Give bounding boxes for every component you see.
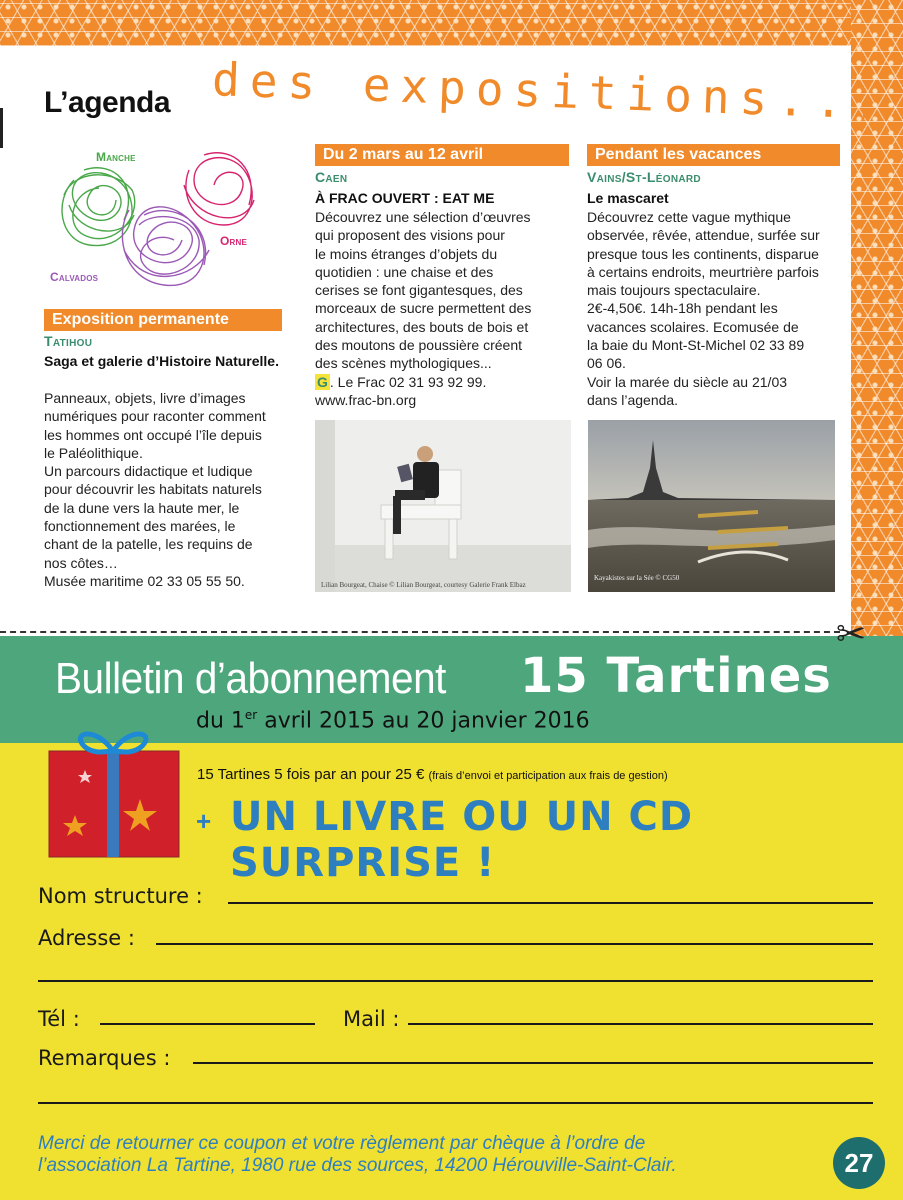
contact-text: . Le Frac 02 31 93 92 99. bbox=[329, 373, 487, 390]
event-title-mascaret: Le mascaret bbox=[587, 190, 669, 206]
event-title-frac: À FRAC OUVERT : EAT ME bbox=[315, 190, 495, 206]
dates-prefix: du 1 bbox=[196, 708, 245, 734]
body-line: le moins étranges d’objets du bbox=[315, 245, 498, 262]
adresse-field-line-2[interactable] bbox=[38, 980, 873, 982]
body-line: nos côtes… bbox=[44, 554, 118, 571]
body-line: Un parcours didactique et ludique bbox=[44, 463, 253, 480]
place-vains: Vains/St-Léonard bbox=[587, 169, 701, 185]
return-instructions bbox=[38, 1133, 677, 1177]
body-line: architectures, des bouts de bois et bbox=[315, 318, 529, 335]
mail-label: Mail : bbox=[343, 1007, 400, 1031]
remarques-label: Remarques : bbox=[38, 1046, 171, 1070]
footer-line-1: Merci de retourner ce coupon et votre règlement par chèque à l’ordre de bbox=[38, 1133, 646, 1154]
agenda-title: L’agenda bbox=[44, 86, 171, 119]
body-frac bbox=[315, 208, 575, 409]
scissors-icon: ✂ bbox=[836, 613, 867, 654]
tel-label: Tél : bbox=[38, 1007, 80, 1031]
photo-caption-mascaret: Kayakistes sur la Sée © CG50 bbox=[594, 574, 680, 582]
price-main: 15 Tartines 5 fois par an pour 25 € bbox=[197, 766, 425, 783]
nom-structure-field[interactable] bbox=[228, 902, 873, 904]
place-tatihou: Tatihou bbox=[44, 333, 93, 349]
margin-mark bbox=[0, 108, 3, 148]
body-line: qui proposent des visions pour bbox=[315, 227, 505, 244]
body-line: pour découvrir les habitats naturels bbox=[44, 481, 262, 498]
top-pattern-border bbox=[0, 0, 903, 46]
body-line: Voir la marée du siècle au 21/03 bbox=[587, 373, 788, 390]
body-line: à certains endroits, meurtrière parfois bbox=[587, 263, 819, 280]
body-line: de la dune vers la haute mer, le bbox=[44, 499, 240, 516]
body-line: presque tous les continents, disparue bbox=[587, 245, 819, 262]
photo-caption-frac: Lilian Bourgeat, Chaise © Lilian Bourgeat, courtesy Galerie Frank Elbaz bbox=[321, 581, 526, 589]
body-line: Découvrez une sélection d’œuvres bbox=[315, 209, 531, 225]
body-tatihou bbox=[44, 389, 304, 590]
body-line: vacances scolaires. Ecomusée de bbox=[587, 318, 799, 335]
body-line: la baie du Mont-St-Michel 02 33 89 bbox=[587, 337, 805, 354]
plus-sign: + bbox=[196, 806, 212, 836]
body-line: les hommes ont occupé l’île depuis bbox=[44, 426, 262, 443]
region-map bbox=[44, 140, 284, 300]
mont-saint-michel-photo-icon bbox=[588, 420, 835, 592]
brand-name: 15 Tartines bbox=[520, 648, 832, 704]
photo-chaise bbox=[315, 420, 571, 592]
tag-dates-frac: Du 2 mars au 12 avril bbox=[315, 144, 569, 166]
body-line: numériques pour raconter comment bbox=[44, 408, 266, 425]
body-line: fonctionnement des marées, le bbox=[44, 518, 236, 535]
bulletin-title: Bulletin d’abonnement bbox=[55, 654, 446, 703]
map-label-orne: Orne bbox=[220, 234, 248, 248]
agenda-script-title: des expositions... bbox=[211, 52, 892, 130]
body-line: dans l’agenda. bbox=[587, 391, 679, 408]
website-link[interactable]: www.frac-bn.org bbox=[315, 391, 417, 408]
body-line: chant de la patelle, les requins de bbox=[44, 536, 253, 553]
body-line: des scènes mythologiques... bbox=[315, 355, 492, 372]
body-line: mais toujours spectaculaire. bbox=[587, 282, 761, 299]
mail-field[interactable] bbox=[408, 1023, 873, 1025]
photo-mascaret bbox=[588, 420, 835, 592]
price-note: (frais d’envoi et participation aux frais de gestion) bbox=[428, 770, 668, 782]
body-line: observée, rêvée, attendue, surfée sur bbox=[587, 227, 820, 244]
price-line bbox=[197, 766, 668, 783]
dates-rest: avril 2015 au 20 janvier 2016 bbox=[257, 708, 590, 734]
body-line: cerises se font gigantesques, des bbox=[315, 282, 523, 299]
body-line: Musée maritime 02 33 05 55 50. bbox=[44, 572, 245, 589]
surprise-offer: UN LIVRE OU UN CD SURPRISE ! bbox=[230, 794, 694, 886]
place-caen: Caen bbox=[315, 169, 348, 185]
g-label-icon: G bbox=[317, 373, 328, 390]
tag-exposition-permanente: Exposition permanente bbox=[44, 309, 282, 331]
remarques-field-line-2[interactable] bbox=[38, 1102, 873, 1104]
gift-box-icon bbox=[45, 725, 185, 860]
cut-line bbox=[0, 631, 840, 633]
body-line: le Paléolithique. bbox=[44, 444, 143, 461]
subscription-dates bbox=[196, 708, 590, 733]
dates-superscript: er bbox=[244, 708, 258, 722]
adresse-label: Adresse : bbox=[38, 926, 135, 950]
body-mascaret bbox=[587, 208, 849, 409]
adresse-field[interactable] bbox=[156, 943, 873, 945]
footer-line-2: l’association La Tartine, 1980 rue des sources, 14200 Hérouville-Saint-Clair. bbox=[38, 1155, 677, 1176]
tag-vacances: Pendant les vacances bbox=[587, 144, 840, 166]
contact-line bbox=[315, 373, 575, 391]
body-line: des moutons de poussière créent bbox=[315, 337, 523, 354]
body-line: Panneaux, objets, livre d’images bbox=[44, 390, 246, 406]
tel-field[interactable] bbox=[100, 1023, 315, 1025]
map-label-calvados: Calvados bbox=[50, 270, 99, 284]
body-line: morceaux de sucre permettent des bbox=[315, 300, 532, 317]
body-line: 06 06. bbox=[587, 355, 626, 372]
body-line: quotidien : une chaise et des bbox=[315, 263, 494, 280]
page-number: 27 bbox=[833, 1137, 885, 1189]
remarques-field[interactable] bbox=[193, 1062, 873, 1064]
event-title-saga: Saga et galerie d’Histoire Naturelle. bbox=[44, 353, 279, 369]
chair-photo-icon bbox=[315, 420, 571, 592]
body-line: Découvrez cette vague mythique bbox=[587, 209, 791, 225]
map-label-manche: Manche bbox=[96, 150, 136, 164]
nom-structure-label: Nom structure : bbox=[38, 884, 203, 908]
body-line: 2€-4,50€. 14h-18h pendant les bbox=[587, 300, 778, 317]
